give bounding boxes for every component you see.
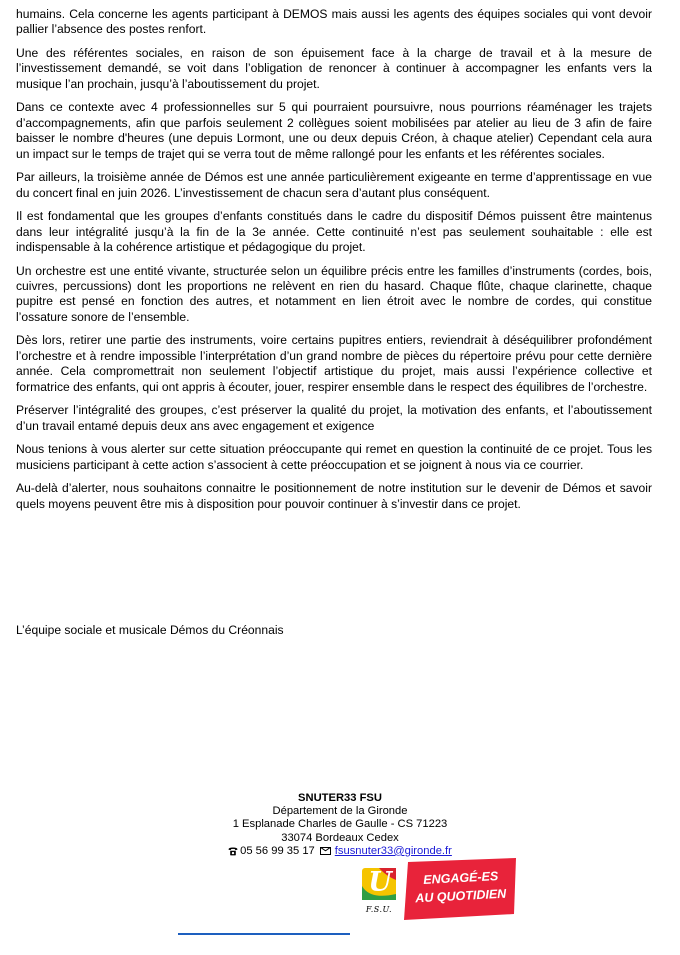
letter-paragraph-1: humains. Cela concerne les agents participant à DEMOS mais aussi les agents des équipes sociales qui vont devoir pallier l’absence des postes renfort. (16, 7, 652, 37)
envelope-icon (320, 847, 331, 855)
badge-line-1: ENGAGÉ-ES (422, 869, 499, 887)
footer-email-link[interactable]: fsusnuter33@gironde.fr (334, 844, 452, 857)
letter-paragraph-9: Nous tenions à vous alerter sur cette situation préoccupante qui remet en question la continuité de ce projet. Tous les musiciens participant à cette action s’associent à cette préoccupation et se joignent à nous via ce courrier. (16, 442, 652, 472)
letter-paragraph-10: Au-delà d’alerter, nous souhaitons connaitre le positionnement de notre institution sur le devenir de Démos et savoir quels moyens peuvent être mis à disposition pour pouvoir continuer à s’investir dans ce projet. (16, 481, 652, 511)
footer-org-name: SNUTER33 FSU (298, 792, 382, 804)
letter-paragraph-2: Une des référentes sociales, en raison de son épuisement face à la charge de travail et à la mesure de l’investissement demandé, se voit dans l’obligation de renoncer à continuer à accompagner les enfants vers la musique l’an prochain, jusqu’à l’aboutissement du projet. (16, 46, 652, 91)
footer-phone: 05 56 99 35 17 (240, 844, 315, 857)
footer-address: 1 Esplanade Charles de Gaulle - CS 71223 (232, 818, 448, 831)
letter-body (16, 7, 652, 520)
letter-paragraph-3: Dans ce contexte avec 4 professionnelles sur 5 qui pourraient poursuivre, nous pourrions réaménager les trajets d’accompagnements, afin que parfois seulement 2 collègues soient mobilisées par atelier au lieu de 3 afin de faire baisser le nombre d'heures (une depuis Lormont, une ou deux depuis Créon, à chaque atelier) Cependant cela aura un impact sur le temps de trajet qui se verra tout de même rallongé pour les enfants et les référentes sociales. (16, 100, 652, 161)
engage-au-quotidien-badge (404, 858, 518, 920)
footer-contact-line (228, 845, 452, 858)
fsu-logo-letter: U (368, 867, 392, 898)
letter-paragraph-5: Il est fondamental que les groupes d’enfants constitués dans le cadre du dispositif Démos puissent être maintenus dans leur intégralité jusqu’à la fin de la 3e année. Cette continuité n’est pas seulement souhaitable : elle est indispensable à la cohérence artistique et pédagogique du projet. (16, 209, 652, 255)
letter-paragraph-7: Dès lors, retirer une partie des instruments, voire certains pupitres entiers, reviendrait à déséquilibrer profondément l’orchestre et à rendre impossible l’interprétation d’un grand nombre de pièces du répertoire prévu pour cette dernière année. Cela compromettrait non seulement l’objectif artistique du projet, mais aussi l’expérience collective et formatrice des enfants, qui ont appris à écouter, jouer, respirer ensemble dans le respect des équilibres de l’orchestre. (16, 333, 652, 394)
letter-signature: L’équipe sociale et musicale Démos du Créonnais (16, 623, 284, 637)
badge-line-2: AU QUOTIDIEN (414, 886, 507, 906)
fsu-logo-text: F.S.U. (365, 905, 393, 914)
letter-paragraph-8: Préserver l’intégralité des groupes, c’est préserver la qualité du projet, la motivation des enfants, et l’aboutissement d’un travail entamé depuis deux ans avec engagement et exigence (16, 403, 652, 433)
letter-paragraph-6: Un orchestre est une entité vivante, structurée selon un équilibre précis entre les familles d’instruments (cordes, bois, cuivres, percussions) dont les proportions ne relèvent en rien du hasard. Chaque flûte, chaque clarinette, chaque pupitre est pensé en fonction des autres, et notamment en lien étroit avec le nombre de cordes, qui constitue l’ossature sonore de l’ensemble. (16, 263, 652, 324)
footer-department: Département de la Gironde (272, 805, 408, 818)
footer-address-block (170, 792, 510, 860)
letter-paragraph-4: Par ailleurs, la troisième année de Démos est une année particulièrement exigeante en terme d’apprentissage en vue du concert final en juin 2026. L’investissement de chacun sera d’autant plus conséquent. (16, 170, 652, 200)
footer-city: 33074 Bordeaux Cedex (281, 831, 399, 844)
bottom-divider (178, 933, 350, 935)
telephone-icon (228, 847, 238, 856)
